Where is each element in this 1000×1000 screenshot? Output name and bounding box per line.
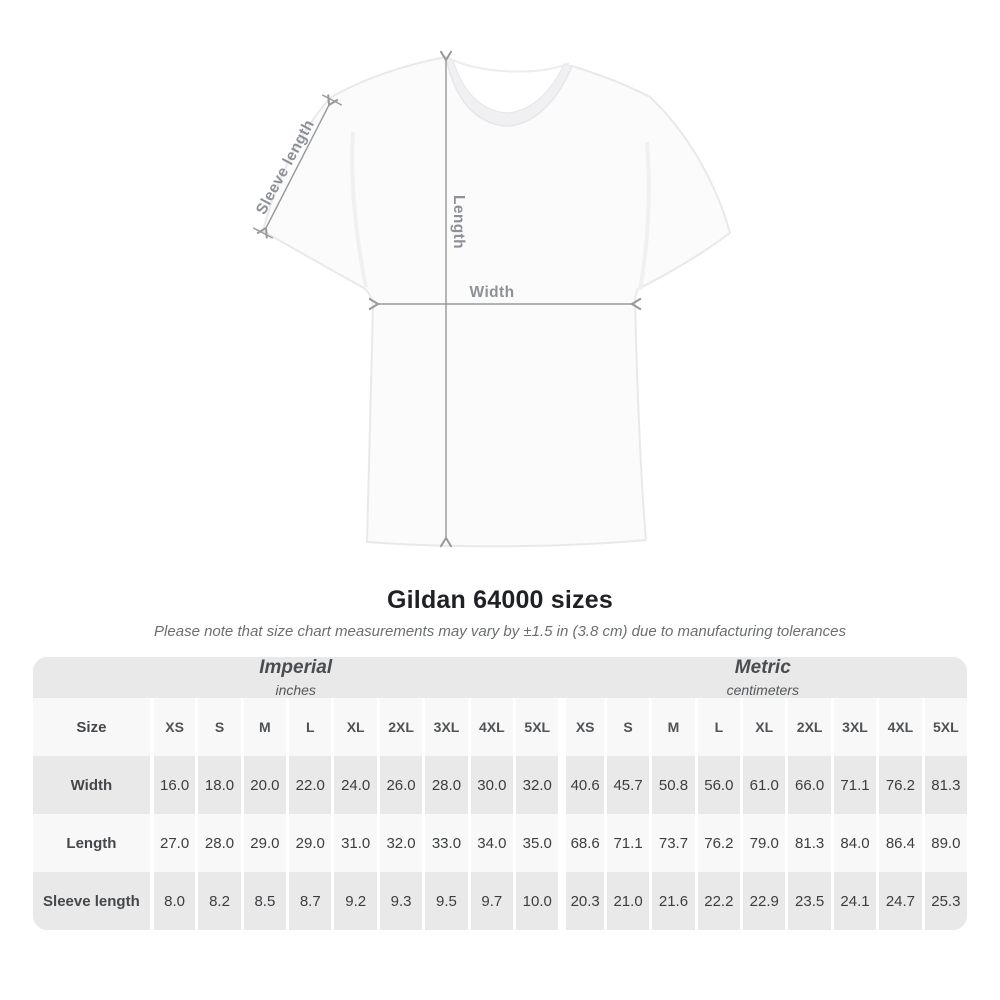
table-cell: 66.0	[785, 756, 830, 814]
table-cell: 68.6	[558, 814, 603, 872]
table-cell: 29.0	[241, 814, 286, 872]
size-column-header: S	[604, 698, 649, 756]
table-cell: 28.0	[195, 814, 240, 872]
table-cell: 26.0	[377, 756, 422, 814]
size-column-header: 4XL	[876, 698, 921, 756]
table-cell: 50.8	[649, 756, 694, 814]
table-cell: 25.3	[922, 872, 967, 930]
table-cell: 24.0	[331, 756, 376, 814]
table-cell: 89.0	[922, 814, 967, 872]
table-cell: 24.1	[831, 872, 876, 930]
table-cell: 34.0	[468, 814, 513, 872]
table-cell: 18.0	[195, 756, 240, 814]
length-label: Length	[450, 194, 467, 250]
table-cell: 22.0	[286, 756, 331, 814]
table-cell: 20.0	[241, 756, 286, 814]
table-cell: 71.1	[831, 756, 876, 814]
table-cell: 28.0	[422, 756, 467, 814]
section-header-row	[33, 657, 967, 698]
size-column-header: 4XL	[468, 698, 513, 756]
table-cell: 8.2	[195, 872, 240, 930]
back-neck-line	[449, 58, 569, 72]
table-row	[33, 814, 967, 872]
table-cell: 27.0	[150, 814, 195, 872]
size-column-header: XS	[150, 698, 195, 756]
table-row	[33, 756, 967, 814]
table-cell: 79.0	[740, 814, 785, 872]
table-cell: 76.2	[695, 814, 740, 872]
tolerance-note: Please note that size chart measurements may vary by ±1.5 in (3.8 cm) due to manufacturing tolerances	[154, 623, 846, 640]
table-cell: 21.0	[604, 872, 649, 930]
imperial-unit: inches	[275, 682, 316, 698]
table-cell: 71.1	[604, 814, 649, 872]
table-cell: 84.0	[831, 814, 876, 872]
table-cell: 8.5	[241, 872, 286, 930]
table-cell: 45.7	[604, 756, 649, 814]
size-column-header: XS	[558, 698, 603, 756]
row-label: Sleeve length	[33, 872, 150, 930]
imperial-section-header	[33, 657, 559, 698]
size-table-body	[33, 756, 967, 930]
table-cell: 35.0	[513, 814, 558, 872]
size-column-header: S	[195, 698, 240, 756]
table-cell: 73.7	[649, 814, 694, 872]
table-cell: 20.3	[558, 872, 603, 930]
size-column-header: 2XL	[785, 698, 830, 756]
size-column-header: M	[241, 698, 286, 756]
imperial-label: Imperial	[259, 657, 333, 678]
table-cell: 24.7	[876, 872, 921, 930]
size-header-label: Size	[33, 698, 150, 756]
size-column-header: 5XL	[513, 698, 558, 756]
metric-section-header	[558, 657, 967, 698]
size-column-header: XL	[740, 698, 785, 756]
page-title: Gildan 64000 sizes	[387, 586, 613, 614]
table-cell: 9.7	[468, 872, 513, 930]
table-cell: 9.3	[377, 872, 422, 930]
sleeve-length-label: Sleeve length	[252, 116, 318, 218]
metric-label: Metric	[734, 657, 791, 678]
size-column-header: 2XL	[377, 698, 422, 756]
table-row	[33, 872, 967, 930]
table-cell: 40.6	[558, 756, 603, 814]
table-cell: 8.7	[286, 872, 331, 930]
table-cell: 76.2	[876, 756, 921, 814]
size-column-header: 3XL	[831, 698, 876, 756]
table-cell: 32.0	[377, 814, 422, 872]
table-cell: 21.6	[649, 872, 694, 930]
size-column-header: 5XL	[922, 698, 967, 756]
table-cell: 8.0	[150, 872, 195, 930]
size-table	[33, 657, 967, 930]
table-cell: 56.0	[695, 756, 740, 814]
table-cell: 22.2	[695, 872, 740, 930]
size-column-header: XL	[331, 698, 376, 756]
table-cell: 10.0	[513, 872, 558, 930]
table-cell: 23.5	[785, 872, 830, 930]
row-label: Width	[33, 756, 150, 814]
table-cell: 31.0	[331, 814, 376, 872]
table-cell: 81.3	[785, 814, 830, 872]
table-cell: 16.0	[150, 756, 195, 814]
tshirt-graphic	[263, 57, 730, 546]
tshirt-outline	[263, 57, 730, 546]
table-cell: 22.9	[740, 872, 785, 930]
row-label: Length	[33, 814, 150, 872]
table-cell: 29.0	[286, 814, 331, 872]
table-cell: 86.4	[876, 814, 921, 872]
table-cell: 32.0	[513, 756, 558, 814]
size-column-header: 3XL	[422, 698, 467, 756]
width-label: Width	[469, 284, 515, 301]
table-cell: 9.2	[331, 872, 376, 930]
size-column-header: M	[649, 698, 694, 756]
table-cell: 81.3	[922, 756, 967, 814]
table-cell: 61.0	[740, 756, 785, 814]
table-cell: 33.0	[422, 814, 467, 872]
table-cell: 30.0	[468, 756, 513, 814]
size-header-row	[33, 698, 967, 756]
metric-unit: centimeters	[726, 682, 799, 698]
size-column-header: L	[695, 698, 740, 756]
table-cell: 9.5	[422, 872, 467, 930]
size-column-header: L	[286, 698, 331, 756]
